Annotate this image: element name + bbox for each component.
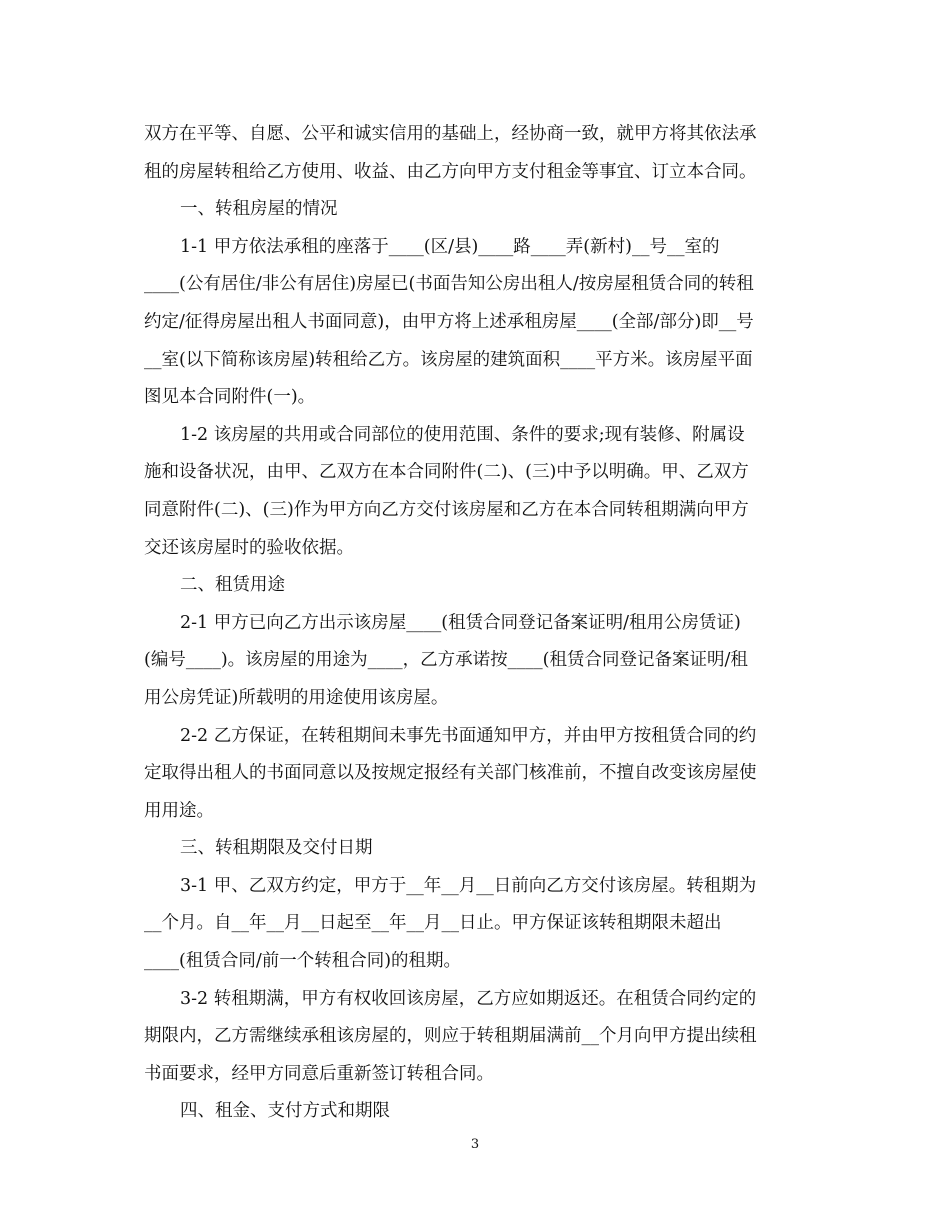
text-line: 3-1 甲、乙双方约定，甲方于__年__月__日前向乙方交付该房屋。转租期为 [180, 875, 757, 896]
text-line: ____(公有居住/非公有居住)房屋已(书面告知公房出租人/按房屋租赁合同的转租 [144, 274, 754, 295]
text-line: 四、租金、支付方式和期限 [180, 1101, 390, 1122]
text-line: __室(以下简称该房屋)转租给乙方。该房屋的建筑面积____平方米。该房屋平面 [144, 349, 753, 370]
text-line: 期限内，乙方需继续承租该房屋的，则应于转租期届满前__个月向甲方提出续租 [144, 1026, 757, 1047]
text-line: 同意附件(二)、(三)作为甲方向乙方交付该房屋和乙方在本合同转租期满向甲方 [144, 499, 749, 520]
text-line: 交还该房屋时的验收依据。 [144, 537, 354, 558]
text-line: 图见本合同附件(一)。 [144, 387, 316, 408]
text-line: 租的房屋转租给乙方使用、收益、由乙方向甲方支付租金等事宜、订立本合同。 [144, 161, 757, 182]
text-line: 用用途。 [144, 800, 214, 821]
text-line: 约定/征得房屋出租人书面同意)，由甲方将上述承租房屋____(全部/部分)即__号 [144, 311, 754, 332]
text-line: 2-1 甲方已向乙方出示该房屋____(租赁合同登记备案证明/租用公房赁证) [180, 612, 741, 633]
text-line: 1-2 该房屋的共用或合同部位的使用范围、条件的要求;现有装修、附属设 [180, 424, 745, 445]
text-line: 三、转租期限及交付日期 [180, 838, 373, 859]
document-body [144, 116, 812, 1131]
text-line: 3-2 转租期满，甲方有权收回该房屋，乙方应如期返还。在租赁合同约定的 [180, 988, 757, 1009]
text-line: 施和设备状况，由甲、乙双方在本合同附件(二)、(三)中予以明确。甲、乙双方 [144, 462, 749, 483]
text-line: 用公房凭证)所载明的用途使用该房屋。 [144, 687, 449, 708]
text-line: 2-2 乙方保证，在转租期间未事先书面通知甲方，并由甲方按租赁合同的约 [180, 725, 757, 746]
text-line: __个月。自__年__月__日起至__年__月__日止。甲方保证该转租期限未超出 [144, 913, 722, 934]
page-number: 3 [470, 1137, 480, 1152]
text-line: 双方在平等、自愿、公平和诚实信用的基础上，经协商一致，就甲方将其依法承 [144, 124, 757, 144]
text-line: 二、租赁用途 [180, 575, 285, 596]
text-line: (编号____)。该房屋的用途为____，乙方承诺按____(租赁合同登记备案证明/租 [144, 650, 748, 671]
text-line: 定取得出租人的书面同意以及按规定报经有关部门核准前，不擅自改变该房屋使 [144, 763, 757, 784]
text-line: 书面要求，经甲方同意后重新签订转租合同。 [144, 1063, 494, 1084]
text-line: 1-1 甲方依法承租的座落于____(区/县)____路____弄(新村)__号__室的 [180, 236, 720, 257]
text-line: ____(租赁合同/前一个转租合同)的租期。 [144, 951, 462, 972]
text-line: 一、转租房屋的情况 [180, 199, 338, 220]
